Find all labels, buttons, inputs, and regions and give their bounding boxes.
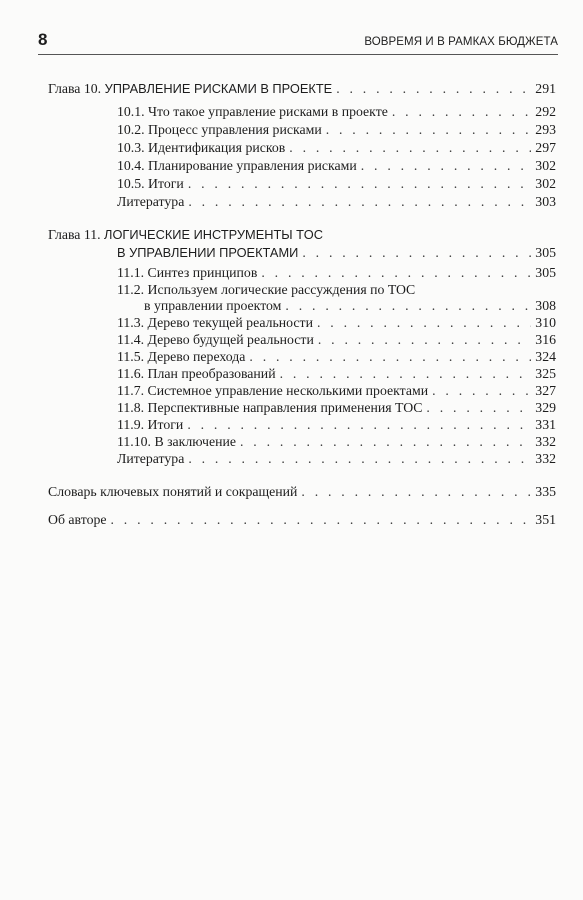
section-title: Системное управление несколькими проектами: [147, 383, 429, 398]
toc-page: 291: [535, 81, 556, 96]
section-number: 11.9.: [117, 417, 145, 432]
dot-leader: [188, 175, 531, 192]
toc-section[interactable]: [117, 365, 556, 382]
section-number: 11.8.: [117, 400, 145, 415]
toc-page: 297: [535, 140, 556, 155]
glossary-title: Словарь ключевых понятий и сокращений: [48, 484, 298, 499]
toc-page: 332: [535, 434, 556, 449]
toc-page: 331: [535, 417, 556, 432]
section-title: Планирование управления рисками: [148, 158, 357, 173]
toc-section[interactable]: [117, 314, 556, 331]
dot-leader: [432, 382, 531, 399]
toc-page: 329: [535, 400, 556, 415]
toc-section[interactable]: [117, 382, 556, 399]
section-title: Итоги: [147, 417, 184, 432]
section-title: Идентификация рисков: [148, 140, 286, 155]
toc-page: 324: [535, 349, 556, 364]
toc-literature[interactable]: [117, 450, 556, 467]
section-number: 11.3.: [117, 315, 145, 330]
dot-leader: [285, 297, 531, 314]
section-number: 11.6.: [117, 366, 145, 381]
dot-leader: [188, 193, 531, 210]
dot-leader: [289, 139, 531, 156]
toc-section[interactable]: [117, 416, 556, 433]
section-number: 11.10.: [117, 434, 151, 449]
chapter-label: Глава 11.: [48, 227, 101, 242]
page-number: 8: [38, 30, 48, 49]
dot-leader: [326, 121, 532, 138]
toc-section[interactable]: [117, 175, 556, 192]
section-number: 10.2.: [117, 122, 145, 137]
dot-leader: [426, 399, 531, 416]
toc-section-line1[interactable]: [117, 281, 415, 298]
section-title: Дерево текущей реальности: [147, 315, 313, 330]
toc-chapter-10[interactable]: [48, 80, 556, 97]
dot-leader: [302, 244, 531, 261]
toc-glossary[interactable]: [48, 483, 556, 500]
toc-page: 316: [535, 332, 556, 347]
section-number: 10.4.: [117, 158, 145, 173]
toc-section[interactable]: [117, 264, 556, 281]
section-title: Перспективные направления применения TOC: [147, 400, 423, 415]
section-title: Процесс управления рисками: [148, 122, 322, 137]
section-number: 10.1.: [117, 104, 145, 119]
toc-page: 293: [535, 122, 556, 137]
toc-section[interactable]: [117, 348, 556, 365]
toc-literature[interactable]: [117, 193, 556, 210]
toc-section[interactable]: [117, 331, 556, 348]
section-title-line2: в управлении проектом: [144, 298, 282, 313]
dot-leader: [336, 80, 531, 97]
toc-page: 292: [535, 104, 556, 119]
section-title: Итоги: [148, 176, 184, 191]
chapter-title-line2: В УПРАВЛЕНИИ ПРОЕКТАМИ: [117, 245, 299, 260]
dot-leader: [111, 511, 532, 528]
section-number: 10.3.: [117, 140, 145, 155]
running-title: ВОВРЕМЯ И В РАМКАХ БЮДЖЕТА: [364, 36, 558, 48]
section-title: Что такое управление рисками в проекте: [148, 104, 388, 119]
toc-section[interactable]: [117, 433, 556, 450]
toc-page: 303: [535, 194, 556, 209]
section-title: Синтез принципов: [147, 265, 258, 280]
toc-section[interactable]: [117, 103, 556, 120]
section-title: Дерево перехода: [147, 349, 246, 364]
page-header: [38, 30, 558, 55]
section-number: 11.7.: [117, 383, 145, 398]
section-number: 10.5.: [117, 176, 145, 191]
toc-page: 332: [535, 451, 556, 466]
dot-leader: [317, 314, 531, 331]
chapter-label: Глава 10.: [48, 81, 102, 96]
toc-chapter-11[interactable]: [117, 244, 556, 261]
toc-section[interactable]: [117, 121, 556, 138]
section-number: 11.5.: [117, 349, 145, 364]
section-title: Используем логические рассуждения по TOC: [147, 282, 416, 297]
section-title: Дерево будущей реальности: [147, 332, 314, 347]
toc-page: 325: [535, 366, 556, 381]
toc-page: 327: [535, 383, 556, 398]
section-number: 11.2.: [117, 282, 145, 297]
toc-page: 305: [535, 265, 556, 280]
chapter-title: ЛОГИЧЕСКИЕ ИНСТРУМЕНТЫ TOC: [104, 227, 323, 242]
section-title: В заключение: [154, 434, 236, 449]
dot-leader: [188, 450, 531, 467]
toc-page: 302: [535, 158, 556, 173]
toc-page: 351: [535, 512, 556, 527]
dot-leader: [318, 331, 531, 348]
toc-about[interactable]: [48, 511, 556, 528]
dot-leader: [301, 483, 531, 500]
chapter-title: УПРАВЛЕНИЕ РИСКАМИ В ПРОЕКТЕ: [104, 81, 333, 96]
dot-leader: [361, 157, 532, 174]
toc-page: 305: [535, 245, 556, 260]
dot-leader: [187, 416, 531, 433]
toc-chapter-11-line1[interactable]: [48, 226, 323, 243]
dot-leader: [392, 103, 531, 120]
section-number: 11.1.: [117, 265, 145, 280]
literature-title: Литература: [117, 194, 185, 209]
literature-title: Литература: [117, 451, 185, 466]
dot-leader: [261, 264, 531, 281]
dot-leader: [240, 433, 531, 450]
dot-leader: [280, 365, 532, 382]
toc-section[interactable]: [117, 399, 556, 416]
toc-page: 335: [535, 484, 556, 499]
section-title: План преобразований: [147, 366, 276, 381]
section-number: 11.4.: [117, 332, 145, 347]
toc-section[interactable]: [117, 139, 556, 156]
toc-section[interactable]: [117, 157, 556, 174]
toc-page: 310: [535, 315, 556, 330]
toc-section[interactable]: [144, 297, 556, 314]
toc-page: 308: [535, 298, 556, 313]
dot-leader: [249, 348, 531, 365]
toc-page: 302: [535, 176, 556, 191]
about-title: Об авторе: [48, 512, 107, 527]
